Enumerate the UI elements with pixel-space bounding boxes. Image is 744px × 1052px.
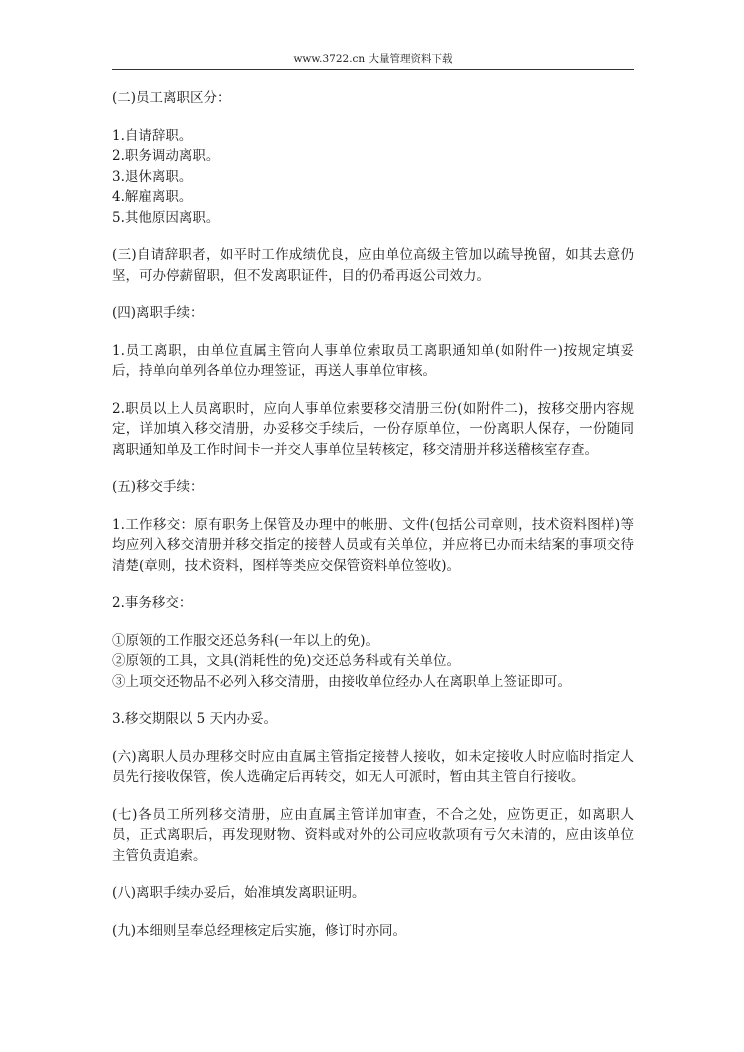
section-6-paragraph: (六)离职人员办理移交时应由直属主管指定接替人接收，如未定接收人时应临时指定人员先行接收保管，俟人选确定后再转交，如无人可派时，暂由其主管自行接收。 <box>112 748 634 785</box>
section-4-paragraph-1: 1.员工离职，由单位直属主管向人事单位索取员工离职通知单(如附件一)按规定填妥后，持单向单列各单位办理签证，再送人事单位审核。 <box>112 342 634 379</box>
section-2-heading: (二)员工离职区分： <box>112 90 231 106</box>
section-4-heading: (四)离职手续： <box>112 305 204 321</box>
section-5-paragraph-3: 3.移交期限以 5 天内办妥。 <box>112 711 278 727</box>
list-item: 2.职务调动离职。 <box>112 148 220 164</box>
section-7-paragraph: (七)各员工所列移交清册，应由直属主管详加审查，不合之处，应饬更正，如离职人员，正式离职后，再发现财物、资料或对外的公司应收款项有亏欠未清的，应由该单位主管负责追索。 <box>112 806 634 864</box>
document-body <box>112 88 634 958</box>
list-item: 5.其他原因离职。 <box>112 209 220 226</box>
section-3-paragraph: (三)自请辞职者，如平时工作成绩优良，应由单位高级主管加以疏导挽留，如其去意仍坚，可办停薪留职，但不发离职证件，目的仍希再返公司效力。 <box>112 247 634 284</box>
list-item: ①原领的工作服交还总务科(一年以上的免)。 <box>112 632 380 649</box>
section-8-paragraph: (八)离职手续办妥后，始准填发离职证明。 <box>112 885 366 901</box>
section-5-paragraph-1: 1.工作移交：原有职务上保管及办理中的帐册、文件(包括公司章则，技术资料图样)等均应列入移交清册并移交指定的接替人员或有关单位，并应将已办而未结案的事项交待清楚(章则，技术资料，图样等类应交保管资料单位签收)。 <box>112 516 634 574</box>
section-5-list <box>112 631 634 693</box>
list-item: ③上项交还物品不必列入移交清册，由接收单位经办人在离职单上签证即可。 <box>112 673 571 690</box>
list-item: 4.解雇离职。 <box>112 189 193 205</box>
page-header <box>112 50 634 70</box>
section-5-heading: (五)移交手续： <box>112 479 204 495</box>
section-9-paragraph: (九)本细则呈奉总经理核定后实施，修订时亦同。 <box>112 922 407 939</box>
section-2-list <box>112 126 634 229</box>
section-4-paragraph-2: 2.职员以上人员离职时，应向人事单位索要移交清册三份(如附件二)，按移交册内容规定，详加填入移交清册，办妥移交手续后，一份存原单位，一份离职人保存，一份随同离职通知单及工作时间卡一并交人事单位呈转核定，移交清册并移送稽核室存查。 <box>112 400 634 458</box>
list-item: 1.自请辞职。 <box>112 127 193 144</box>
section-5-paragraph-2: 2.事务移交： <box>112 595 193 611</box>
header-text: www.3722.cn 大量管理资料下载 <box>293 53 453 65</box>
list-item: ②原领的工具，文具(消耗性的免)交还总务科或有关单位。 <box>112 653 461 669</box>
list-item: 3.退休离职。 <box>112 168 193 185</box>
